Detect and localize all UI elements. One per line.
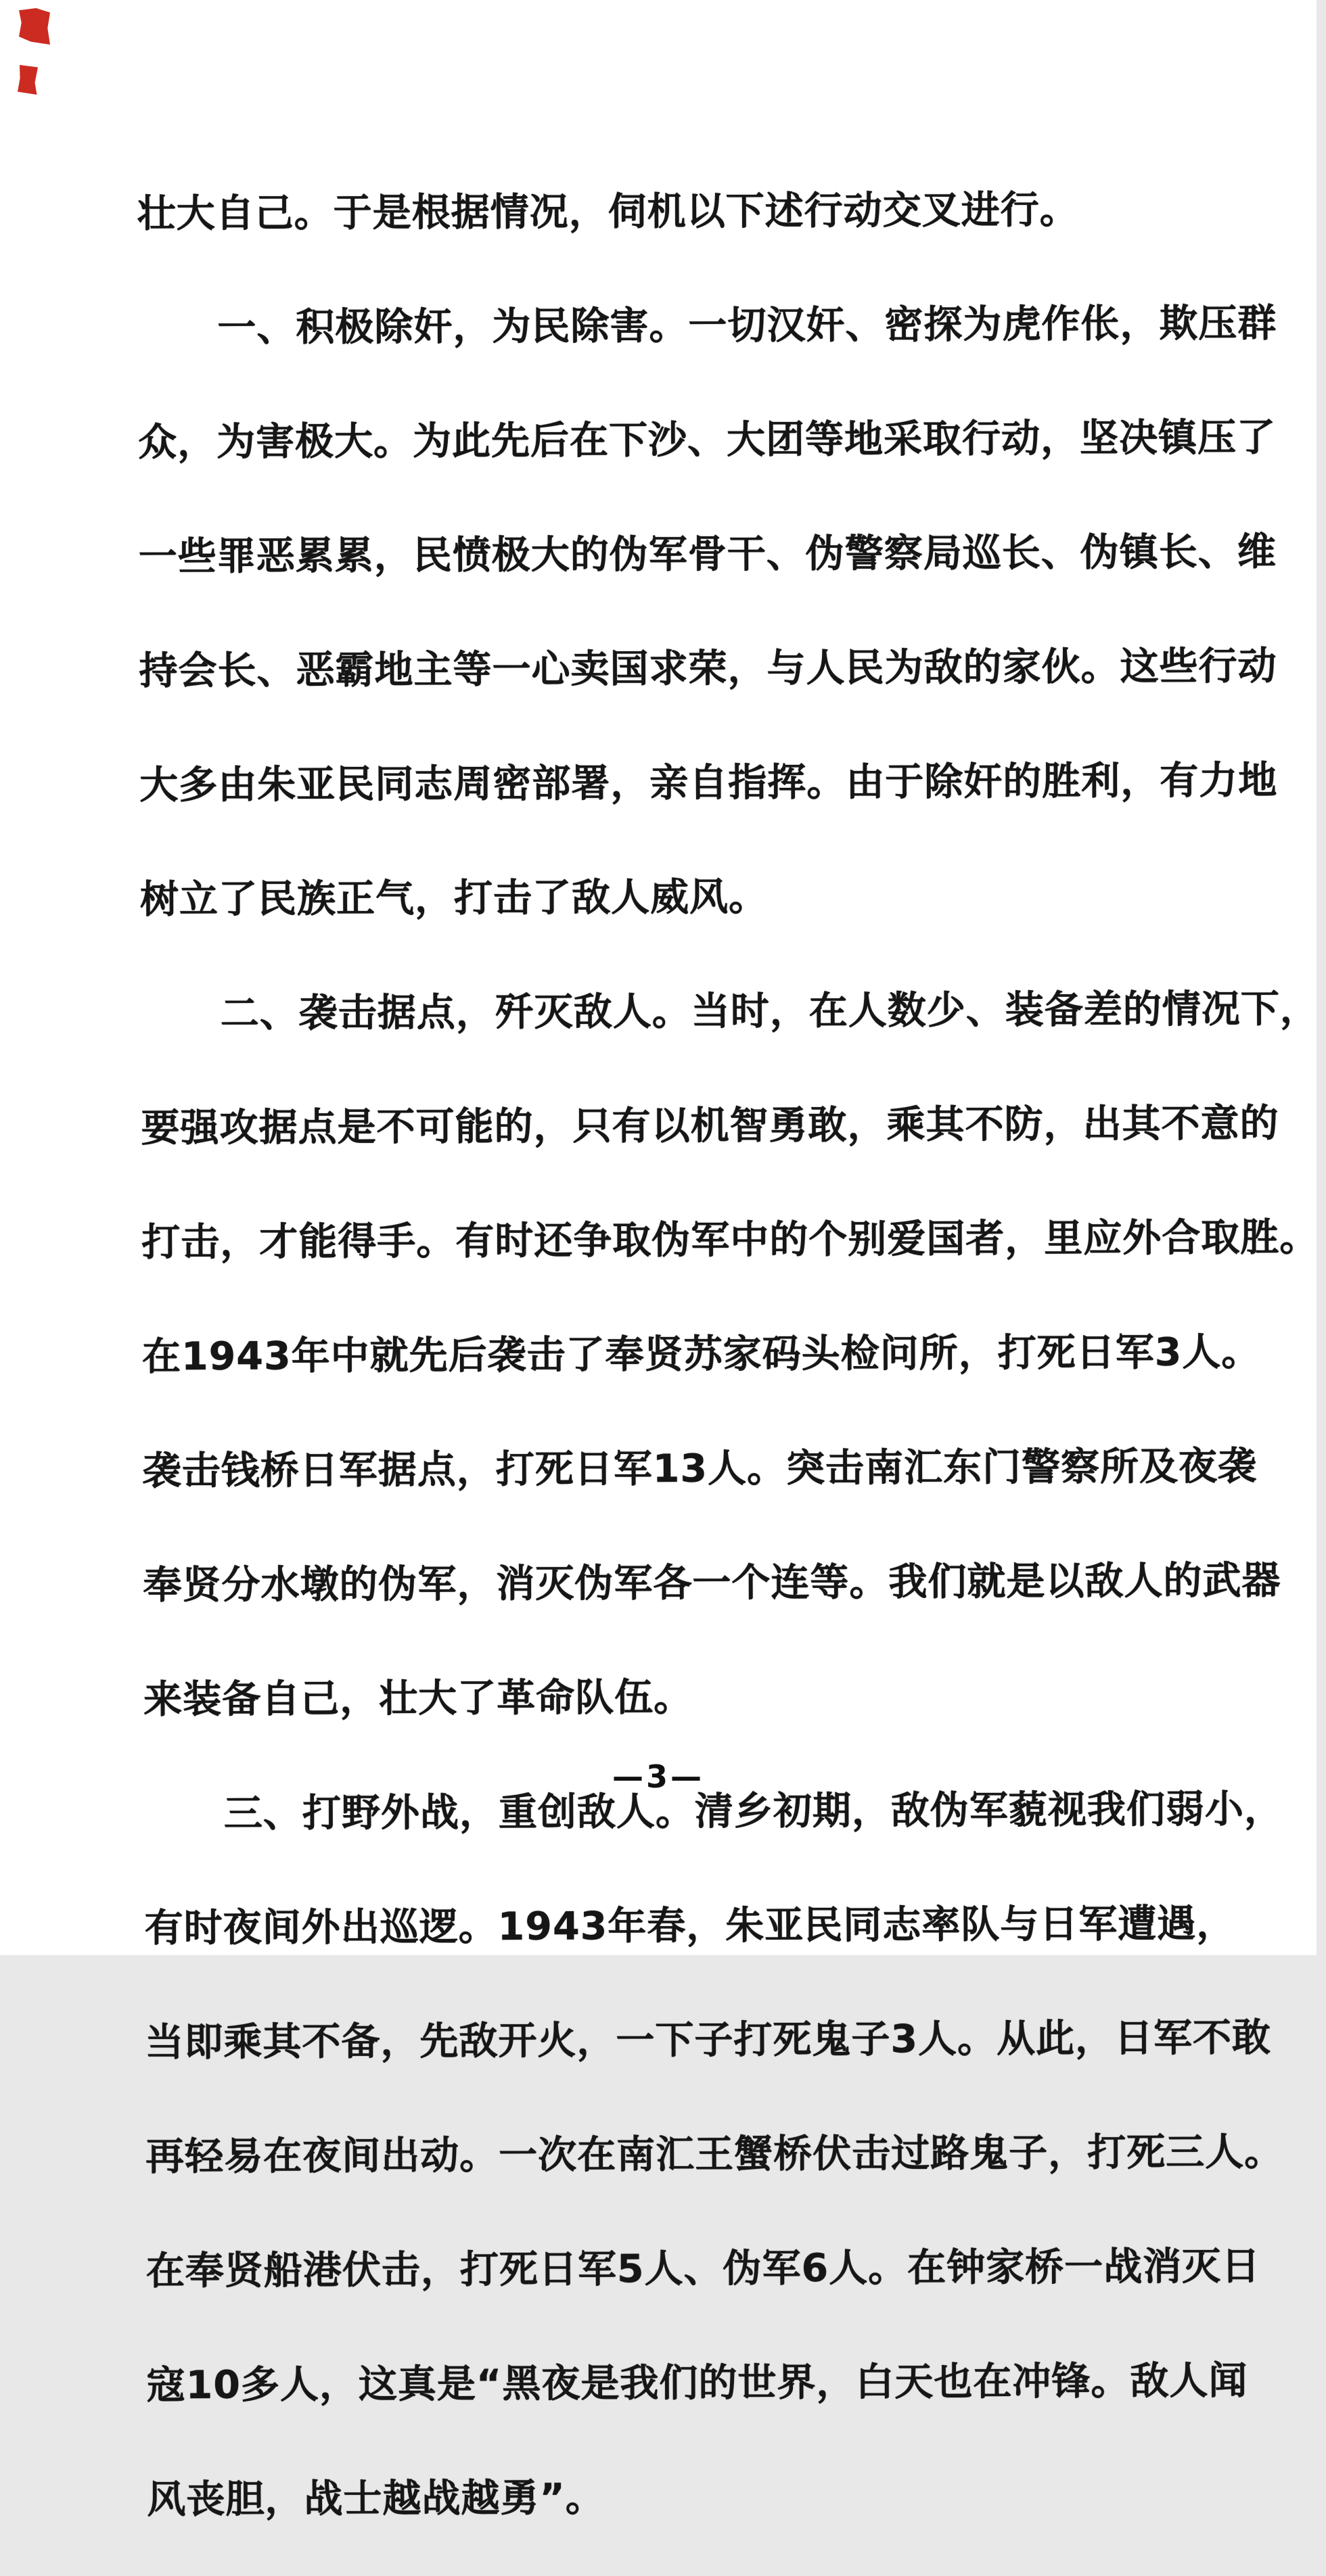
text-line: 打击，才能得手。有时还争取伪军中的个别爱国者，里应外合取胜。 [141, 1215, 1319, 1265]
body-text-block [137, 133, 1319, 2576]
text-line: 树立了民族正气，打击了敌人威风。 [139, 874, 769, 922]
red-stamp-fragment-bottom [18, 65, 38, 95]
text-line: 再轻易在夜间出动。一次在南汇王蟹桥伏击过路鬼子，打死三人。 [145, 2130, 1284, 2180]
text-line: 持会长、恶霸地主等一心卖国求荣，与人民为敌的家伙。这些行动 [139, 644, 1277, 694]
text-line: 来装备自己，壮大了革命队伍。 [143, 1675, 693, 1723]
text-line: 大多由朱亚民同志周密部署，亲自指挥。由于除奸的胜利，有力地 [139, 758, 1278, 808]
page-number: —3— [612, 1758, 704, 1795]
text-line: 风丧胆，战士越战越勇”。 [147, 2475, 605, 2523]
text-line: 要强攻据点是不可能的，只有以机智勇敢，乘其不防，出其不意的 [141, 1101, 1279, 1151]
text-line: 众，为害极大。为此先后在下沙、大团等地采取行动，坚决镇压了 [137, 415, 1277, 465]
text-line: 袭击钱桥日军据点，打死日军13人。突击南汇东门警察所及夜袭 [142, 1444, 1258, 1494]
text-line: 有时夜间外出巡逻。1943年春，朱亚民同志率队与日军遭遇， [144, 1901, 1236, 1951]
text-line: 二、袭击据点，歼灭敌人。当时，在人数少、装备差的情况下， [220, 986, 1319, 1036]
text-line: 在1943年中就先后袭击了奉贤苏家码头检问所，打死日军3人。 [141, 1330, 1261, 1380]
text-line: 寇10多人，这真是“黑夜是我们的世界，白天也在冲锋。敌人闻 [146, 2358, 1248, 2408]
text-line: 一些罪恶累累，民愤极大的伪军骨干、伪警察局巡长、伪镇长、维 [138, 530, 1277, 580]
text-line: 奉贤分水墩的伪军，消灭伪军各一个连等。我们就是以敌人的武器 [143, 1558, 1281, 1608]
text-line: 当即乘其不备，先敌开火，一下子打死鬼子3人。从此，日军不敢 [145, 2015, 1272, 2065]
text-line: 三、打野外战，重创敌人。清乡初期，敌伪军藐视我们弱小， [223, 1787, 1284, 1836]
red-stamp-fragment-top [19, 8, 50, 45]
text-line: 壮大自己。于是根据情况，伺机以下述行动交叉进行。 [137, 187, 1079, 237]
text-line: 在奉贤船港伏击，打死日军5人、伪军6人。在钟家桥一战消灭日 [145, 2244, 1261, 2294]
text-line: 一、积极除奸，为民除害。一切汉奸、密探为虎作伥，欺压群 [217, 301, 1277, 350]
